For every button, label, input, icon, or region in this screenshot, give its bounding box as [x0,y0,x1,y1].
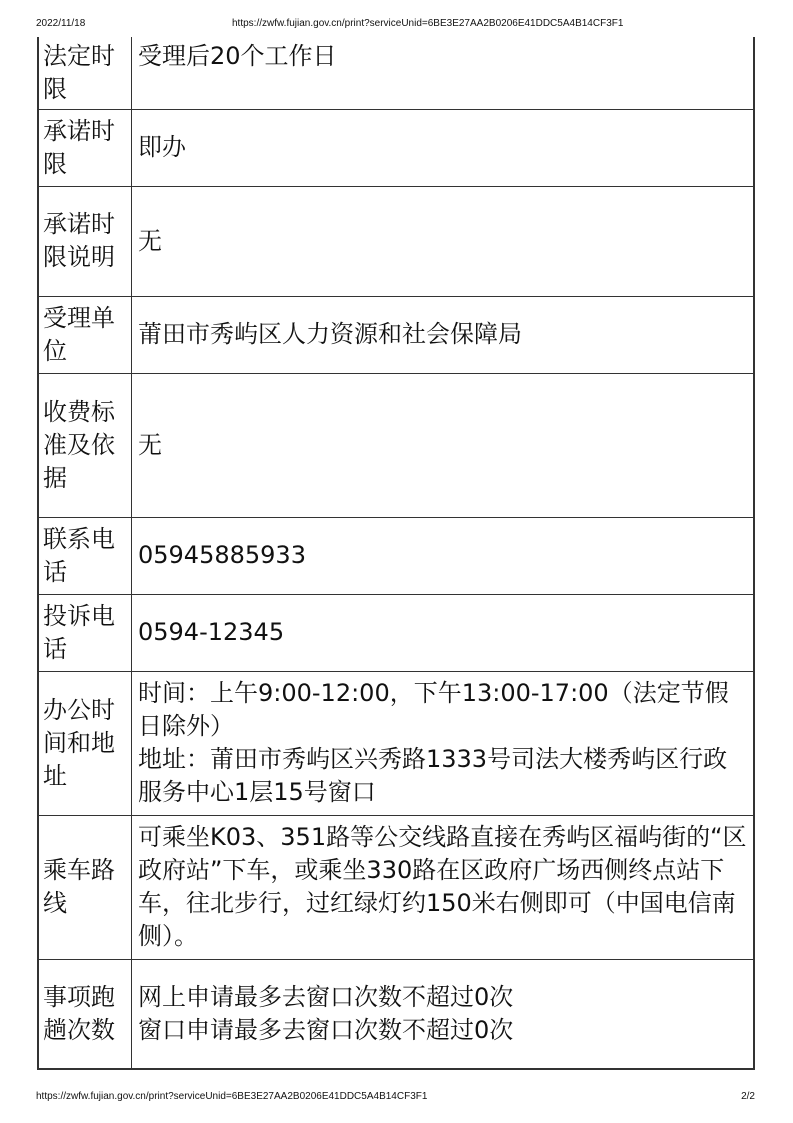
row-label: 事项跑趟次数 [38,959,132,1069]
row-label: 承诺时限 [38,109,132,186]
table-row [38,815,754,959]
table-row [38,959,754,1069]
row-value: 05945885933 [132,517,755,594]
row-value: 莆田市秀屿区人力资源和社会保障局 [132,296,755,373]
row-value: 即办 [132,109,755,186]
service-info-table [37,37,755,1070]
row-label: 法定时限 [38,37,132,109]
print-date: 2022/11/18 [36,18,86,29]
table-row [38,37,754,109]
header-url: https://zwfw.fujian.gov.cn/print?serviceUnid=6BE3E27AA2B0206E41DDC5A4B14CF3F1 [232,18,624,29]
row-value: 受理后20个工作日 [132,37,755,109]
table-row [38,186,754,296]
page-number: 2/2 [741,1091,755,1102]
row-value: 无 [132,373,755,517]
row-value: 可乘坐K03、351路等公交线路直接在秀屿区福屿街的“区政府站”下车，或乘坐330路在区政府广场西侧终点站下车，往北步行，过红绿灯约150米右侧即可（中国电信南侧）。 [132,815,755,959]
table-row [38,594,754,671]
row-label: 投诉电话 [38,594,132,671]
row-value: 时间：上午9:00-12:00，下午13:00-17:00（法定节假日除外） 地址：莆田市秀屿区兴秀路1333号司法大楼秀屿区行政服务中心1层15号窗口 [132,671,755,815]
row-label: 收费标准及依据 [38,373,132,517]
row-label: 办公时间和地址 [38,671,132,815]
row-value: 0594-12345 [132,594,755,671]
row-value: 网上申请最多去窗口次数不超过0次 窗口申请最多去窗口次数不超过0次 [132,959,755,1069]
row-label: 受理单位 [38,296,132,373]
footer-url: https://zwfw.fujian.gov.cn/print?serviceUnid=6BE3E27AA2B0206E41DDC5A4B14CF3F1 [36,1091,428,1102]
table-row [38,373,754,517]
row-label: 承诺时限说明 [38,186,132,296]
row-value: 无 [132,186,755,296]
row-label: 联系电话 [38,517,132,594]
table-row [38,671,754,815]
table-row [38,109,754,186]
table-row [38,517,754,594]
row-label: 乘车路线 [38,815,132,959]
table-row [38,296,754,373]
